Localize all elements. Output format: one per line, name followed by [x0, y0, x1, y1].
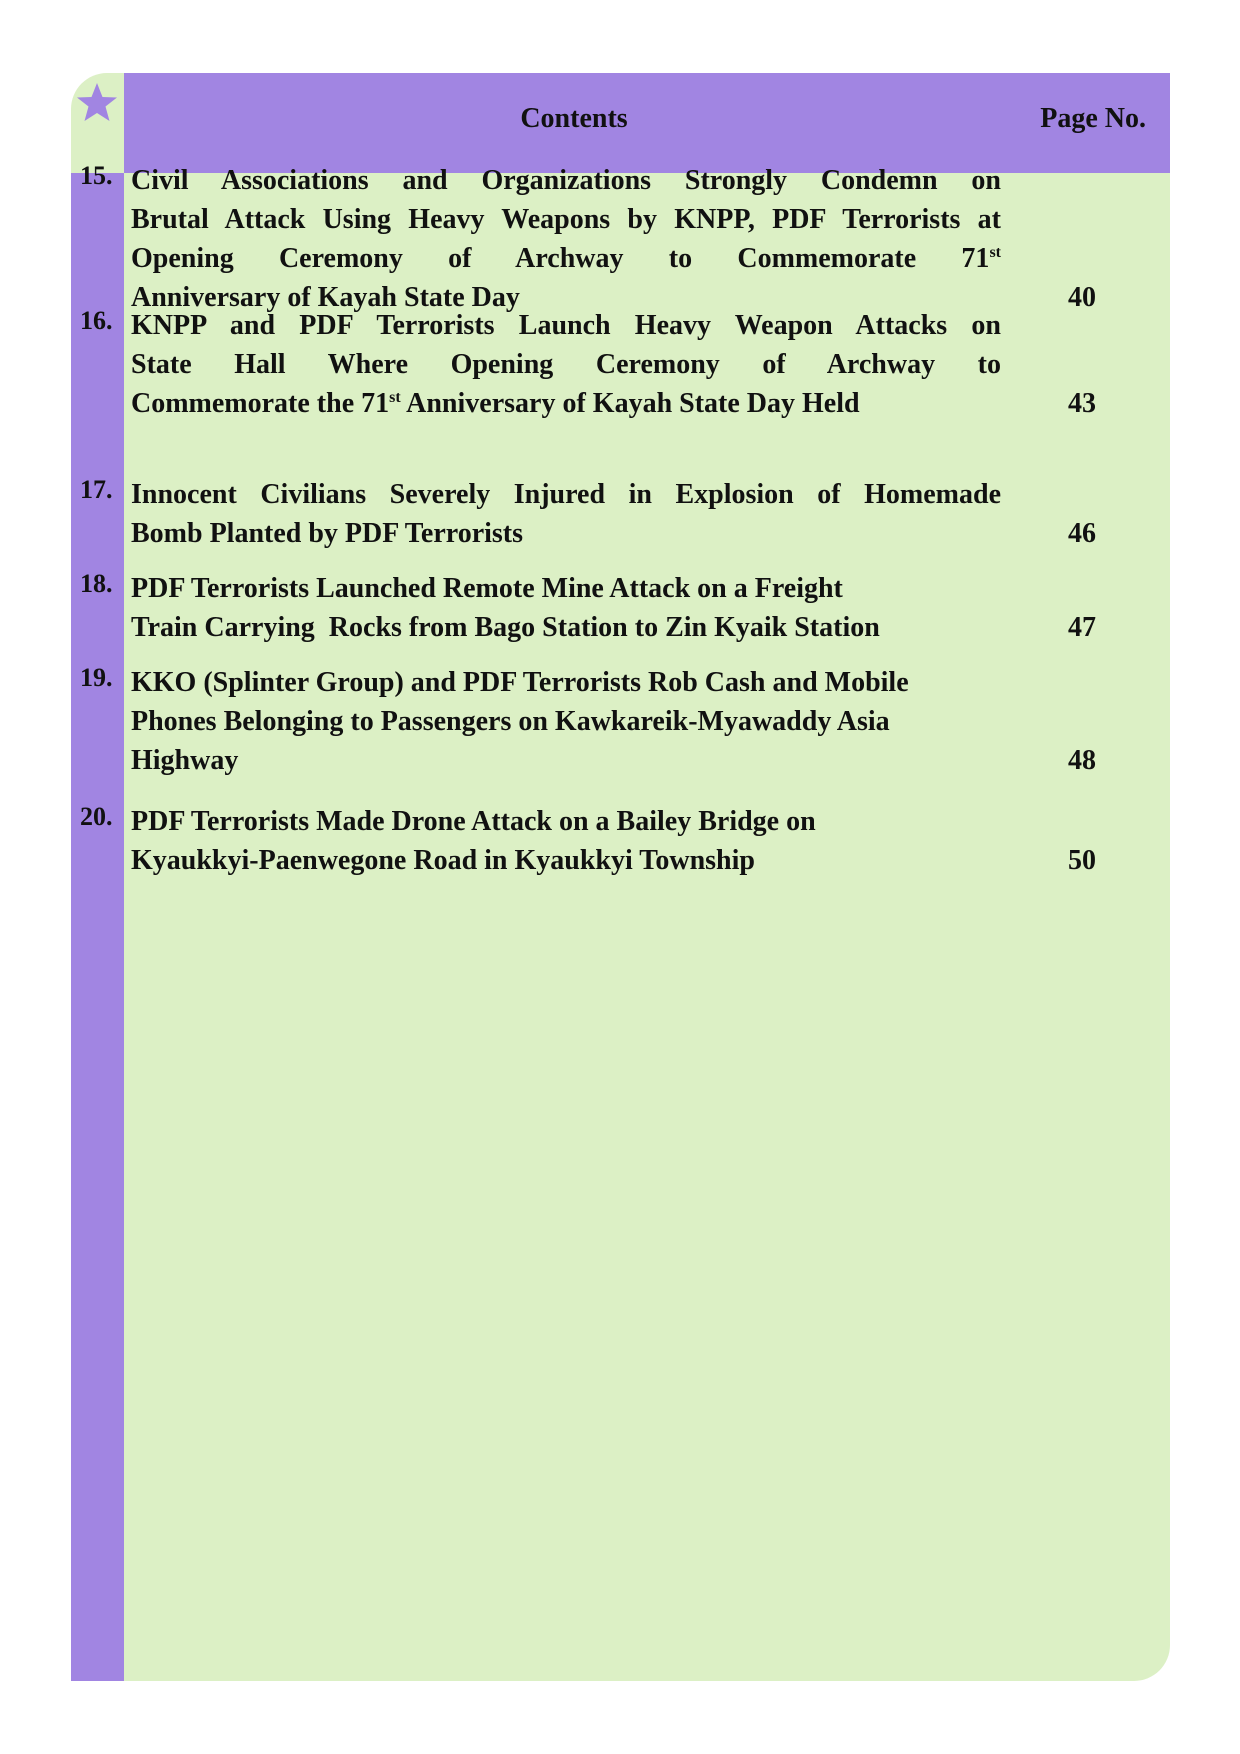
- entry-page-number: 43: [1068, 388, 1096, 419]
- title-line: PDF Terrorists Launched Remote Mine Attack on a Freight: [131, 573, 843, 604]
- contents-panel: [71, 73, 1170, 1681]
- title-line: Bomb Planted by PDF Terrorists: [131, 518, 524, 549]
- entry-number: 17.: [80, 475, 113, 504]
- title-line: State Hall Where Opening Ceremony of Archway to: [131, 349, 1001, 380]
- title-text: Opening Ceremony of Archway to Commemorate 71: [131, 243, 990, 274]
- title-line: Highway: [131, 745, 239, 776]
- entry-page-number: 50: [1068, 845, 1096, 876]
- entry-number: 15.: [80, 161, 113, 190]
- superscript: st: [989, 244, 1001, 261]
- entry-page-number: 48: [1068, 745, 1096, 776]
- title-text: Anniversary of Kayah State Day Held: [400, 388, 860, 419]
- title-line: Phones Belonging to Passengers on Kawkareik-Myawaddy Asia: [131, 706, 890, 737]
- title-line: KNPP and PDF Terrorists Launch Heavy Weapon Attacks on: [131, 310, 1001, 341]
- page-no-heading: Page No.: [1040, 103, 1146, 134]
- entry-number: 18.: [80, 569, 113, 598]
- title-text: Commemorate the 71: [131, 388, 390, 419]
- entry-number: 19.: [80, 663, 113, 692]
- entry-title: [131, 569, 1001, 647]
- contents-heading: Contents: [520, 103, 628, 134]
- title-line: [131, 384, 1001, 423]
- entry-title: [131, 475, 1001, 553]
- entry-title: [131, 306, 1001, 423]
- title-line: Anniversary of Kayah State Day: [131, 282, 520, 313]
- entry-page-number: 46: [1068, 518, 1096, 549]
- entry-title: [131, 663, 1001, 780]
- contents-header: [124, 73, 1170, 173]
- title-line: KKO (Splinter Group) and PDF Terrorists Rob Cash and Mobile: [131, 667, 909, 698]
- entry-number: 16.: [80, 306, 113, 335]
- title-line: Civil Associations and Organizations Strongly Condemn on: [131, 165, 1001, 196]
- title-line: Brutal Attack Using Heavy Weapons by KNPP, PDF Terrorists at: [131, 204, 1001, 235]
- entry-number: 20.: [80, 802, 113, 831]
- title-line: Train Carrying Rocks from Bago Station to Zin Kyaik Station: [131, 612, 880, 643]
- entry-page-number: 47: [1068, 612, 1096, 643]
- title-line: Kyaukkyi-Paenwegone Road in Kyaukkyi Township: [131, 845, 755, 876]
- title-line: Innocent Civilians Severely Injured in Explosion of Homemade: [131, 479, 1001, 510]
- entry-title: [131, 161, 1001, 317]
- superscript: st: [389, 389, 401, 406]
- left-sidebar-band: [71, 173, 124, 1681]
- entry-title: [131, 802, 1001, 880]
- title-line: PDF Terrorists Made Drone Attack on a Bailey Bridge on: [131, 806, 816, 837]
- title-line: [131, 239, 1001, 278]
- star-icon: [75, 81, 119, 125]
- entry-page-number: 40: [1068, 282, 1096, 313]
